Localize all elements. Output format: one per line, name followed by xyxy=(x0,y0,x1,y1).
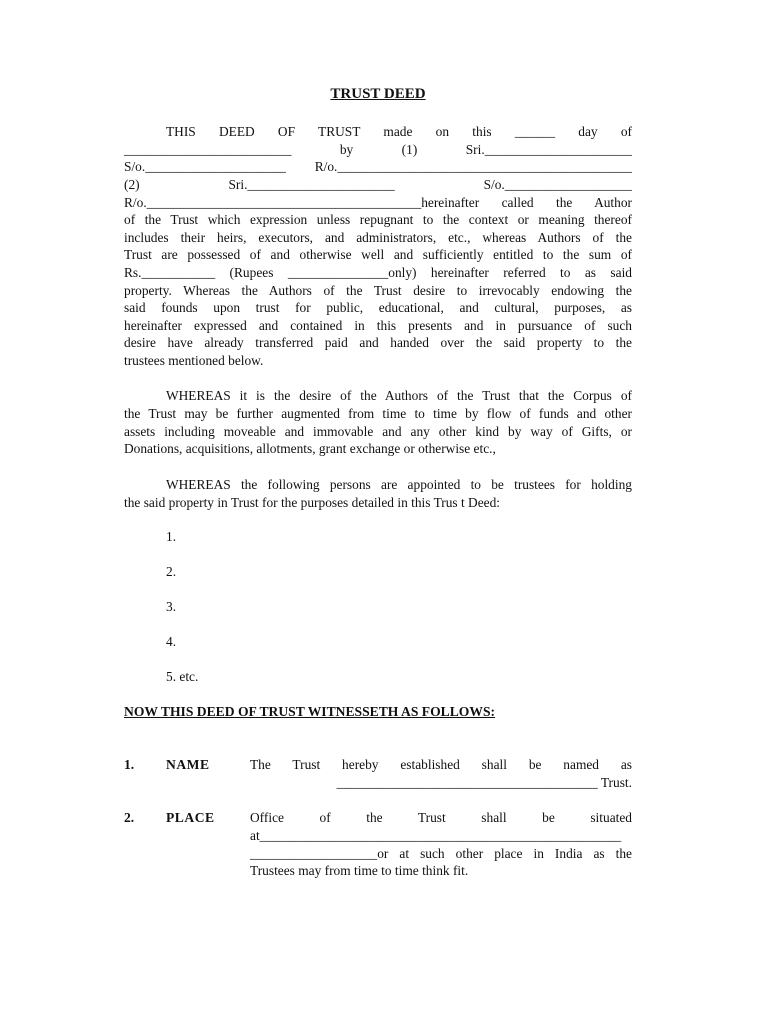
whereas-1-line: WHEREAS it is the desire of the Authors of the Trust that the Corpus of xyxy=(166,388,632,403)
whereas-2-line: the said property in Trust for the purposes detailed in this Trus t Deed: xyxy=(124,495,501,510)
clause-line: Office of the Trust shall be situated xyxy=(250,810,632,825)
intro-line: Rs.___________ (Rupees _______________only) hereinafter referred to as said xyxy=(124,265,632,280)
clause-line: _______________________________________ Trust. xyxy=(336,775,632,790)
intro-line: (2) Sri.______________________ S/o.___________________ xyxy=(124,177,632,192)
intro-line: includes their heirs, executors, and administrators, etc., whereas Authors of the xyxy=(124,230,632,245)
trustee-list-item: 5. etc. xyxy=(166,669,199,684)
clause-title: PLACE xyxy=(166,810,215,825)
intro-line: trustees mentioned below. xyxy=(124,353,264,368)
clause-line: at______________________________________________________ xyxy=(250,828,622,843)
document-title: TRUST DEED xyxy=(330,86,426,102)
intro-line: hereinafter expressed and contained in this presents and in pursuance of such xyxy=(124,318,632,333)
intro-line: S/o._____________________ R/o.____________________________________________ xyxy=(124,159,632,174)
clause-line: Trustees may from time to time think fit. xyxy=(250,863,469,878)
whereas-1-line: Donations, acquisitions, allotments, grant exchange or otherwise etc., xyxy=(124,441,496,456)
intro-line: THIS DEED OF TRUST made on this ______ day of xyxy=(166,124,632,139)
clause-title: NAME xyxy=(166,757,210,772)
intro-line: desire have already transferred paid and handed over the said property to the xyxy=(124,335,632,350)
trustee-list-item: 4. xyxy=(166,634,177,649)
clause-number: 2. xyxy=(124,810,135,825)
clause-number: 1. xyxy=(124,757,135,772)
section-heading: NOW THIS DEED OF TRUST WITNESSETH AS FOLLOWS: xyxy=(124,704,496,719)
whereas-1-line: the Trust may be further augmented from time to time by flow of funds and other xyxy=(124,406,632,421)
intro-line: R/o._________________________________________hereinafter called the Author xyxy=(124,195,632,210)
clause-line: ___________________or at such other place in India as the xyxy=(250,846,632,861)
intro-line: said founds upon trust for public, educational, and cultural, purposes, as xyxy=(124,300,632,315)
whereas-1-line: assets including moveable and immovable and any other kind by way of Gifts, or xyxy=(124,424,632,439)
intro-line: _________________________ by (1) Sri.______________________ xyxy=(124,142,632,157)
intro-line: Trust are possessed of and otherwise well and sufficiently entitled to the sum of xyxy=(124,247,632,262)
whereas-2-line: WHEREAS the following persons are appointed to be trustees for holding xyxy=(166,477,632,492)
trustee-list-item: 2. xyxy=(166,564,177,579)
trustee-list-item: 1. xyxy=(166,529,177,544)
trustee-list-item: 3. xyxy=(166,599,177,614)
intro-line: of the Trust which expression unless repugnant to the context or meaning thereof xyxy=(124,212,632,227)
clause-line: The Trust hereby established shall be named as xyxy=(250,757,632,772)
intro-line: property. Whereas the Authors of the Trust desire to irrevocably endowing the xyxy=(124,283,632,298)
